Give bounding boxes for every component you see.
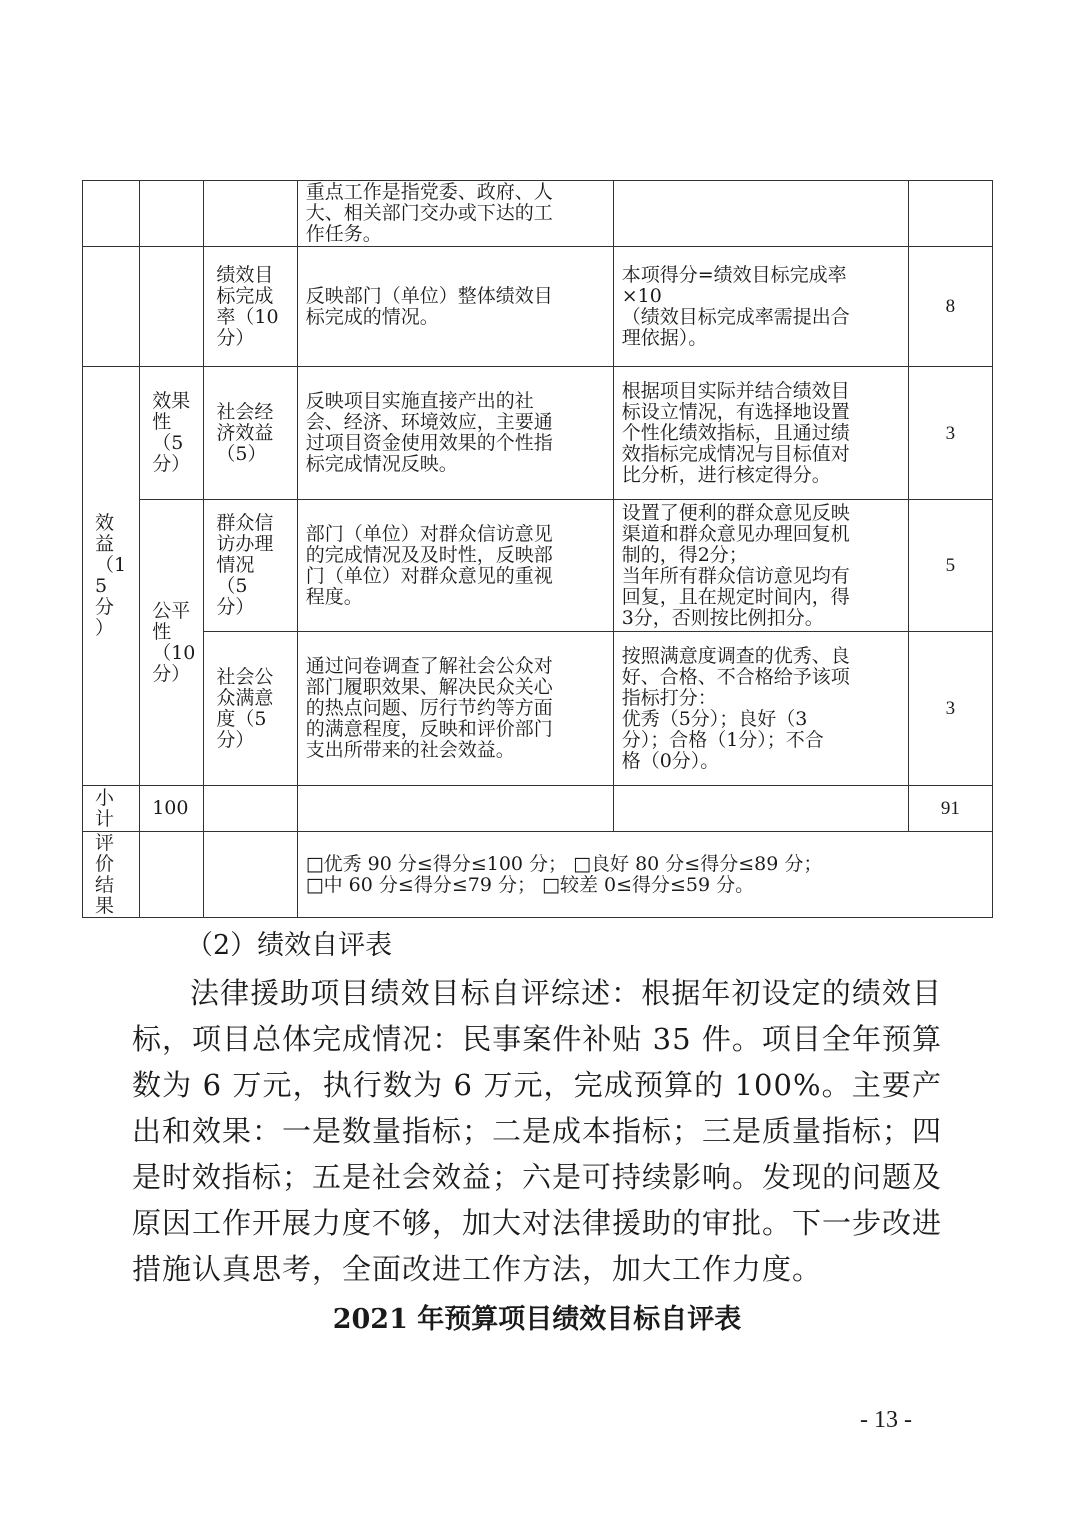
subtotal-label: 小 计 xyxy=(95,786,115,830)
indicator-name: 社会经 济效益 （5） xyxy=(216,400,274,465)
result-label: 评 价 结 果 xyxy=(95,831,115,917)
table-cell xyxy=(297,832,992,918)
category-cell xyxy=(83,367,140,786)
table-cell xyxy=(140,181,204,247)
indicator-name: 绩效目 标完成 率（10 分） xyxy=(216,263,279,349)
indicator-name: 群众信 访办理 情况 （5 分） xyxy=(216,512,274,618)
category-label: 效 益 （1 5 分 ） xyxy=(95,512,127,639)
table-cell xyxy=(204,632,297,786)
table-row xyxy=(83,832,993,918)
table-row xyxy=(83,632,993,786)
scoring-criteria: 根据项目实际并结合绩效目 标设立情况，有选择地设置 个性化绩效指标，且通过绩 效指标完成情况与目标值对 比分析，进行核定得分。 xyxy=(621,379,850,486)
table-title: 2021 年预算项目绩效目标自评表 xyxy=(332,1304,742,1335)
table-cell xyxy=(297,632,613,786)
table-row xyxy=(83,181,993,247)
table-cell xyxy=(613,181,908,247)
indicator-description: 部门（单位）对群众信访意见 的完成情况及及时性，反映部 门（单位）对群众意见的重视 程度。 xyxy=(305,522,553,608)
body-paragraph: 法律援助项目绩效目标自评综述：根据年初设定的绩效目标，项目总体完成情况：民事案件补贴 35 件。项目全年预算数为 6 万元，执行数为 6 万元，完成预算的 100%。主要产出和效果：一是数量指标；二是成本指标；三是质量指标；四是时效指标；五是社会效益；六是可持续影响。发现的问题及原因工作开展力度不够，加大对法律援助的审批。下一步改进措施认真思考，全面改进工作方法，加大工作力度。 xyxy=(132,976,943,1286)
table-cell xyxy=(297,500,613,632)
subcategory-label: 公平 性 （10 分） xyxy=(152,599,196,685)
table-cell xyxy=(83,247,140,367)
table-cell xyxy=(613,632,908,786)
scoring-criteria: 按照满意度调查的优秀、良 好、合格、不合格给予该项 指标打分： 优秀（5分）；良好（3 分）；合格（1分）；不合 格（0分）。 xyxy=(621,644,850,772)
table-cell xyxy=(613,500,908,632)
score-cell: 3 xyxy=(908,367,992,500)
evaluation-table xyxy=(82,180,993,918)
table-cell xyxy=(204,367,297,500)
table-cell xyxy=(613,247,908,367)
table-cell xyxy=(140,247,204,367)
table-row xyxy=(83,500,993,632)
table-cell xyxy=(297,367,613,500)
table-cell xyxy=(204,500,297,632)
scoring-criteria: 设置了便利的群众意见反映 渠道和群众意见办理回复机 制的，得2分； 当年所有群众信访意见均有 回复，且在规定时间内，得 3分，否则按比例扣分。 xyxy=(621,501,850,629)
table-cell xyxy=(297,786,613,832)
table-cell xyxy=(140,832,204,918)
section-title: （2）绩效自评表 xyxy=(186,930,393,961)
table-row xyxy=(83,786,993,832)
indicator-description: 通过问卷调查了解社会公众对 部门履职效果、解决民众关心 的热点问题、厉行节约等方面 的满意程度，反映和评价部门 支出所带来的社会效益。 xyxy=(305,655,553,761)
table-cell xyxy=(204,832,297,918)
table-cell xyxy=(83,832,140,918)
table-cell xyxy=(297,181,613,247)
subcategory-label: 效果 性 （5 分） xyxy=(152,390,191,475)
indicator-description: 反映部门（单位）整体绩效目 标完成的情况。 xyxy=(305,284,553,328)
score-cell: 3 xyxy=(908,632,992,786)
subtotal-total: 100 xyxy=(152,797,189,819)
table-row xyxy=(83,367,993,500)
page-number: - 13 - xyxy=(860,1407,912,1433)
table-cell xyxy=(204,786,297,832)
indicator-description: 重点工作是指党委、政府、人 大、相关部门交办或下达的工 作任务。 xyxy=(305,181,553,245)
table-cell xyxy=(908,181,992,247)
scoring-criteria: 本项得分=绩效目标完成率 ×10 （绩效目标完成率需提出合 理依据）。 xyxy=(621,263,850,349)
score-cell: 8 xyxy=(908,247,992,367)
table-cell xyxy=(140,367,204,500)
table-cell xyxy=(83,786,140,832)
grade-options: □优秀 90 分≤得分≤100 分； □良好 80 分≤得分≤89 分； □中 60 分≤得分≤79 分； □较差 0≤得分≤59 分。 xyxy=(305,852,823,896)
table-cell xyxy=(613,786,908,832)
table-row xyxy=(83,247,993,367)
subtotal-score: 91 xyxy=(908,786,992,832)
table-cell xyxy=(140,786,204,832)
table-cell xyxy=(204,247,297,367)
table-cell xyxy=(140,500,204,786)
table-cell xyxy=(297,247,613,367)
table-cell xyxy=(613,367,908,500)
table-cell xyxy=(204,181,297,247)
score-cell: 5 xyxy=(908,500,992,632)
indicator-name: 社会公 众满意 度（5 分） xyxy=(216,665,274,751)
table-cell xyxy=(83,181,140,247)
indicator-description: 反映项目实施直接产出的社 会、经济、环境效应，主要通 过项目资金使用效果的个性指 标完成情况反映。 xyxy=(305,390,553,475)
